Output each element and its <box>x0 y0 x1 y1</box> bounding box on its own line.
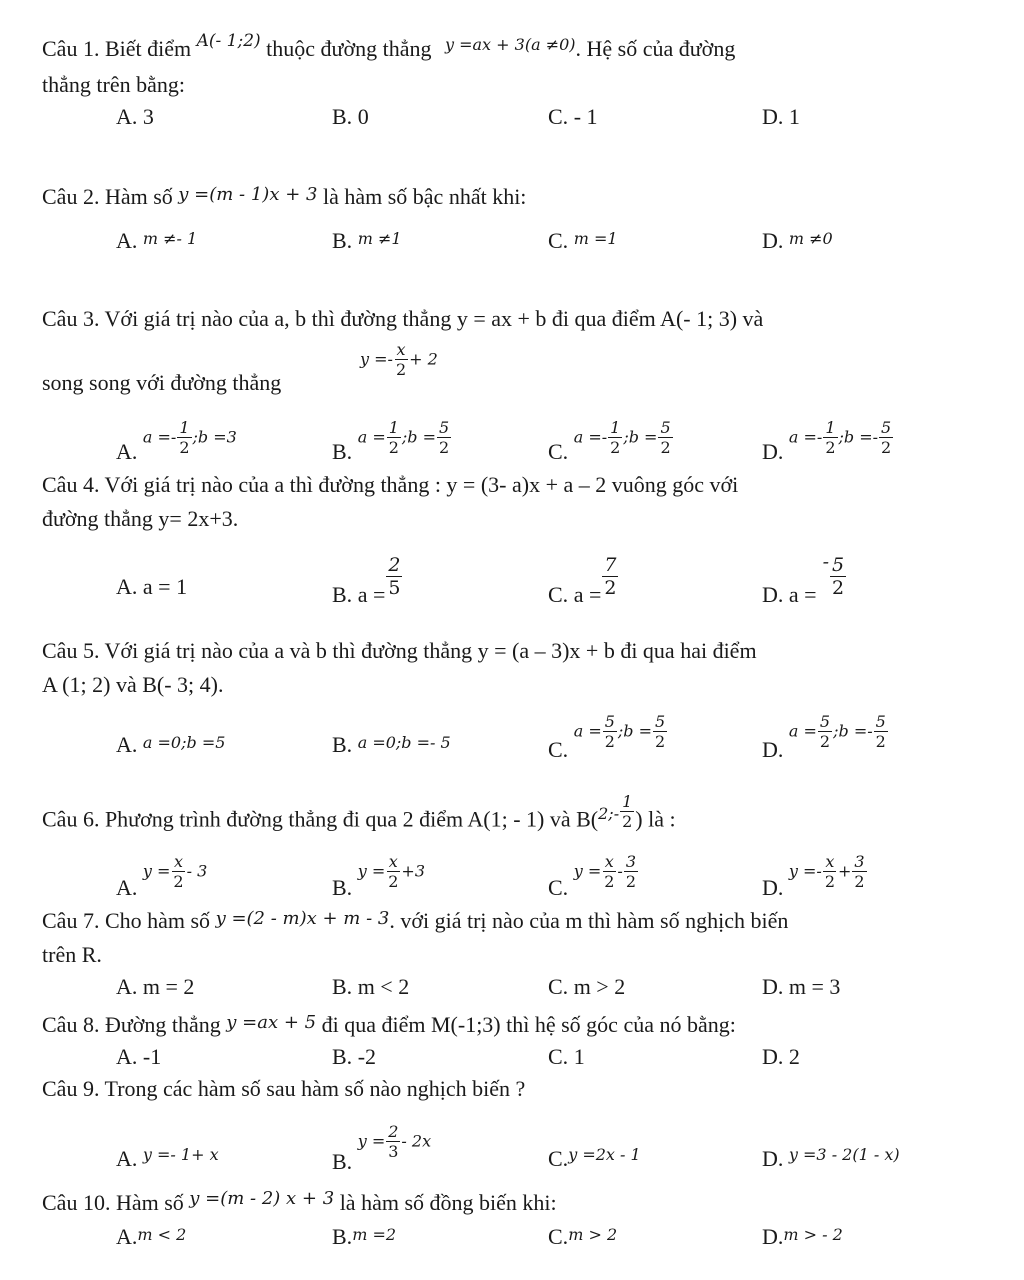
q10-stem-text-2: là hàm số đồng biến khi: <box>339 1190 557 1215</box>
q7-stem-line-2: trên R. <box>42 942 102 967</box>
q7-option-c[interactable]: C. m > 2 <box>548 974 626 999</box>
q7-stem-text: Câu 7. Cho hàm số <box>42 908 211 933</box>
q1-stem <box>42 31 736 64</box>
q2-option-b[interactable]: B. m ≠1 <box>332 228 402 253</box>
q8-stem-text: Câu 8. Đường thẳng <box>42 1012 221 1037</box>
q10-stem-text: Câu 10. Hàm số <box>42 1190 184 1215</box>
q6-option-b[interactable]: B. y = $\frac{x}{2}$ +3 <box>332 852 425 900</box>
q2-option-a[interactable]: A. m ≠- 1 <box>116 228 198 253</box>
q10-stem <box>42 1190 557 1218</box>
q5-option-a[interactable]: A. a =0;b =5 <box>116 732 226 757</box>
q6-stem-text: Câu 6. Phương trình đường thẳng đi qua 2 điểm A(1; - 1) và B( <box>42 806 599 832</box>
q4-option-a[interactable]: A. a = 1 <box>116 574 188 599</box>
q3-option-a[interactable]: A. a =- $\frac{1}{2}$ ;b =3 <box>116 418 237 464</box>
q4-option-b[interactable]: B. a = $\frac{2}{5}$ <box>332 554 401 607</box>
q3-option-d[interactable]: D. a =- $\frac{1}{2}$ ;b =- $\frac{5}{2}$ <box>762 418 892 464</box>
q7-option-a[interactable]: A. m = 2 <box>116 974 195 999</box>
q3-option-b[interactable]: B. a = $\frac{1}{2}$ ;b = $\frac{5}{2}$ <box>332 418 450 464</box>
q9-option-d[interactable]: D. $^{y =3 - 2(1 - x)}$ <box>762 1145 900 1171</box>
q10-option-d[interactable]: D.m > - 2 <box>762 1224 843 1249</box>
q1-stem-text-2: thuộc đường thẳng <box>266 36 432 61</box>
q10-option-b[interactable]: B.m =2 <box>332 1224 397 1249</box>
q4-stem: Câu 4. Với giá trị nào của a thì đường thẳng : y = (3- a)x + a – 2 vuông góc với <box>42 472 739 497</box>
q6-option-a[interactable]: A. y = $\frac{x}{2}$ - 3 <box>116 852 208 900</box>
q6-option-c[interactable]: C. y = $\frac{x}{2}$ - $\frac{3}{2}$ <box>548 852 636 900</box>
q7-option-b[interactable]: B. m < 2 <box>332 974 410 999</box>
q5-option-d[interactable]: D. a = $\frac{5}{2}$ ;b =- $\frac{5}{2}$ <box>762 712 886 762</box>
q4-option-d[interactable]: D. a =- $\frac{5}{2}$ <box>762 550 845 607</box>
q2-option-c[interactable]: C. m =1 <box>548 228 618 253</box>
q7-function: y =(2 - m)x + m - 3 <box>215 908 390 929</box>
q5-option-b[interactable]: B. a =0;b =- 5 <box>332 732 451 757</box>
q1-point: A(- 1;2) <box>196 31 261 51</box>
q3-option-c[interactable]: C. a =- $\frac{1}{2}$ ;b = $\frac{5}{2}$ <box>548 418 671 464</box>
q9-option-b[interactable]: B. y = $\frac{2}{3}$ - 2x <box>332 1122 432 1174</box>
q9-option-a[interactable]: A. $^{y =- 1+ x}$ <box>116 1145 219 1171</box>
q1-line-equation: y =ax + 3(a ≠0) <box>444 35 576 54</box>
q6-stem: Câu 6. Phương trình đường thẳng đi qua 2 điểm A(1; - 1) và B($^{2;-}$ $\frac{1}{2}$ ) là : <box>42 792 676 832</box>
q3-parallel-line: y =- $\frac{x}{2}$ + 2 <box>360 340 438 379</box>
q1-option-d[interactable]: D. 1 <box>762 104 800 129</box>
q10-option-c[interactable]: C.m > 2 <box>548 1224 618 1249</box>
q6-option-d[interactable]: D. y =- $\frac{x}{2}$ + $\frac{3}{2}$ <box>762 852 865 900</box>
q8-stem <box>42 1012 736 1040</box>
q4-option-c[interactable]: C. a = $\frac{7}{2}$ <box>548 554 617 607</box>
q8-stem-text-2: đi qua điểm M(-1;3) thì hệ số góc của nó bằng: <box>321 1012 736 1037</box>
q2-stem-text-2: là hàm số bậc nhất khi: <box>322 184 527 209</box>
q1-stem-text: Câu 1. Biết điểm <box>42 36 192 61</box>
q6-stem-text-2: ) là : <box>635 806 676 832</box>
q2-stem <box>42 184 526 212</box>
q5-stem: Câu 5. Với giá trị nào của a và b thì đường thẳng y = (a – 3)x + b đi qua hai điểm <box>42 638 757 663</box>
q2-stem-text: Câu 2. Hàm số <box>42 184 173 209</box>
q7-stem-text-2: . với giá trị nào của m thì hàm số nghịch biến <box>389 908 789 933</box>
q3-stem-line-2: song song với đường thẳng <box>42 370 282 395</box>
q8-option-b[interactable]: B. -2 <box>332 1044 377 1069</box>
q5-stem-line-2: A (1; 2) và B(- 3; 4). <box>42 672 224 697</box>
q6-point-b-coord: 2;- <box>598 803 620 823</box>
q8-option-c[interactable]: C. 1 <box>548 1044 585 1069</box>
q3-stem: Câu 3. Với giá trị nào của a, b thì đường thẳng y = ax + b đi qua điểm A(- 1; 3) và <box>42 306 764 331</box>
q1-option-c[interactable]: C. - 1 <box>548 104 598 129</box>
q7-option-d[interactable]: D. m = 3 <box>762 974 841 999</box>
q5-option-c[interactable]: C. a = $\frac{5}{2}$ ;b = $\frac{5}{2}$ <box>548 712 666 762</box>
q8-function: y =ax + 5 <box>226 1012 317 1033</box>
q8-option-d[interactable]: D. 2 <box>762 1044 800 1069</box>
q9-option-c[interactable]: C.$^{y =2x - 1}$ <box>548 1145 641 1171</box>
q10-function: y =(m - 2) x + 3 <box>189 1188 335 1209</box>
q2-option-d[interactable]: D. m ≠0 <box>762 228 833 253</box>
q7-stem <box>42 908 788 936</box>
q2-function: y =(m - 1)x + 3 <box>178 184 318 205</box>
q9-stem: Câu 9. Trong các hàm số sau hàm số nào nghịch biến ? <box>42 1076 526 1101</box>
q8-option-a[interactable]: A. -1 <box>116 1044 162 1069</box>
q1-option-a[interactable]: A. 3 <box>116 104 154 129</box>
q1-stem-text-3: . Hệ số của đường <box>575 36 736 61</box>
q10-option-a[interactable]: A.m < 2 <box>116 1224 187 1249</box>
q1-option-b[interactable]: B. 0 <box>332 104 369 129</box>
q1-stem-line-2: thẳng trên bằng: <box>42 72 185 97</box>
q4-stem-line-2: đường thẳng y= 2x+3. <box>42 506 239 531</box>
